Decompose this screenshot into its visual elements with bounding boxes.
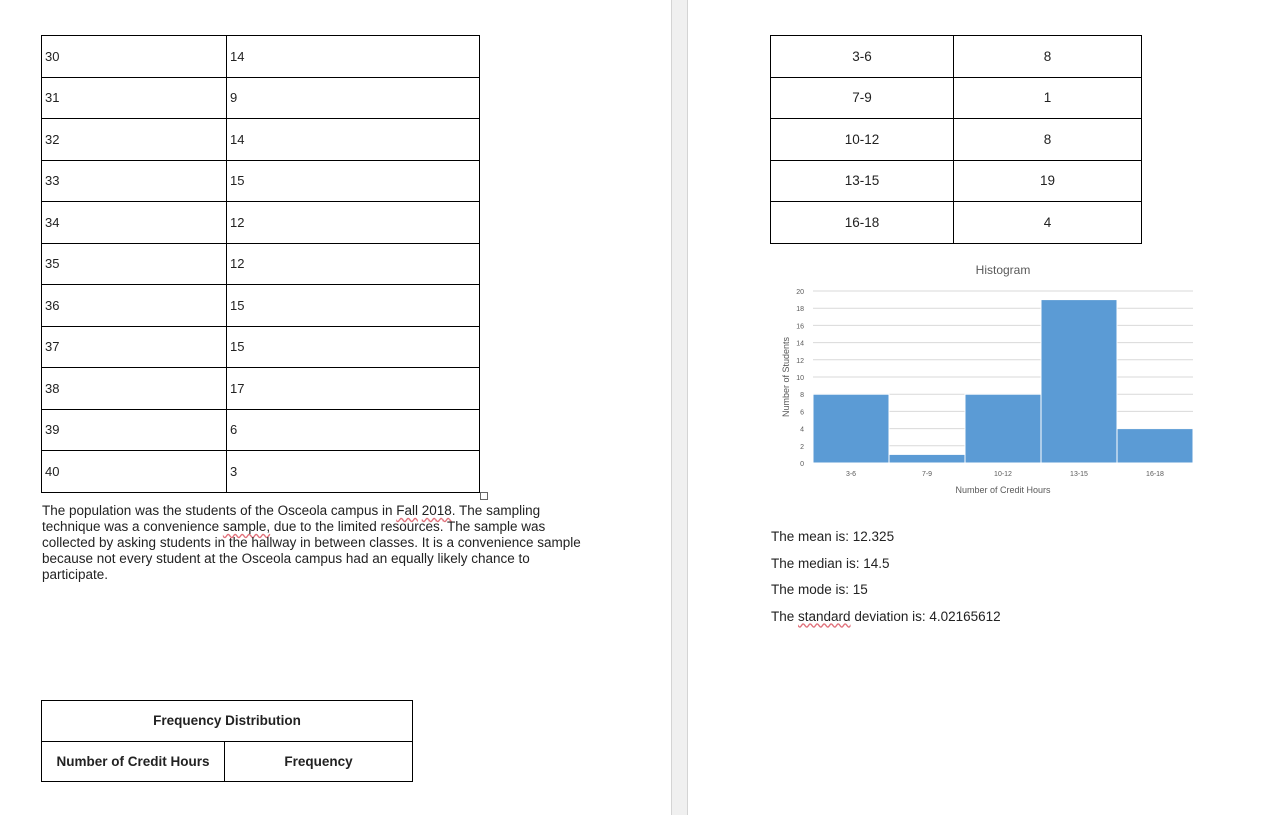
right-page bbox=[688, 0, 1273, 815]
x-tick-label: 16-18 bbox=[1146, 471, 1164, 478]
table-row bbox=[42, 160, 480, 202]
table-row bbox=[771, 77, 1142, 119]
row-value-cell: 15 bbox=[227, 160, 480, 202]
table-row bbox=[42, 119, 480, 161]
row-index-cell: 40 bbox=[42, 451, 227, 493]
row-value-cell: 3 bbox=[227, 451, 480, 493]
x-tick-label: 10-12 bbox=[994, 471, 1012, 478]
row-index-cell: 37 bbox=[42, 326, 227, 368]
y-tick-label: 4 bbox=[800, 426, 804, 434]
paragraph-text: The population was the students of the Osceola campus in bbox=[42, 503, 397, 518]
row-index-cell: 35 bbox=[42, 243, 227, 285]
y-tick-label: 20 bbox=[796, 289, 804, 296]
column-header-credit-hours: Number of Credit Hours bbox=[42, 741, 225, 782]
table-row bbox=[42, 243, 480, 285]
stat-text: The bbox=[771, 608, 799, 624]
y-axis-title: Number of Students bbox=[781, 336, 791, 418]
spellcheck-word-sample: sample, bbox=[222, 519, 271, 534]
statistics-summary bbox=[771, 528, 1001, 634]
bin-range-cell: 13-15 bbox=[771, 160, 954, 202]
row-value-cell: 14 bbox=[227, 36, 480, 78]
bin-count-cell: 4 bbox=[954, 202, 1142, 244]
bin-count-cell: 1 bbox=[954, 77, 1142, 119]
histogram-bar bbox=[965, 394, 1041, 463]
table-row bbox=[771, 119, 1142, 161]
y-tick-label: 12 bbox=[796, 357, 804, 365]
row-index-cell: 38 bbox=[42, 368, 227, 410]
bin-range-cell: 3-6 bbox=[771, 36, 954, 78]
bin-range-cell: 10-12 bbox=[771, 119, 954, 161]
y-tick-label: 6 bbox=[800, 409, 804, 417]
table-row bbox=[42, 77, 480, 119]
mode-text: The mode is: 15 bbox=[771, 582, 868, 598]
table-row bbox=[42, 451, 480, 493]
table-row bbox=[42, 202, 480, 244]
histogram-bar bbox=[889, 454, 965, 463]
histogram-chart[interactable] bbox=[778, 258, 1208, 503]
bin-range-cell: 16-18 bbox=[771, 202, 954, 244]
row-value-cell: 12 bbox=[227, 243, 480, 285]
x-tick-label: 3-6 bbox=[845, 471, 857, 478]
y-tick-label: 2 bbox=[800, 443, 804, 451]
row-index-cell: 36 bbox=[42, 285, 227, 327]
stat-text: deviation is: 4.02165612 bbox=[850, 608, 1001, 624]
table-resize-handle[interactable] bbox=[480, 492, 488, 500]
y-tick-label: 10 bbox=[796, 375, 804, 382]
bin-count-cell: 8 bbox=[954, 119, 1142, 161]
row-value-cell: 12 bbox=[227, 202, 480, 244]
frequency-distribution-title: Frequency Distribution bbox=[42, 701, 413, 742]
paragraph-text: . The sampling technique was a convenience bbox=[42, 503, 541, 534]
table-row bbox=[42, 326, 480, 368]
row-value-cell: 9 bbox=[227, 77, 480, 119]
row-value-cell: 15 bbox=[227, 326, 480, 368]
row-index-cell: 31 bbox=[42, 77, 227, 119]
spellcheck-word-standard: standard bbox=[798, 608, 851, 624]
histogram-bar bbox=[1117, 429, 1193, 463]
bin-count-cell: 8 bbox=[954, 36, 1142, 78]
paragraph-text: due to the limited resources. The sample was collected by asking students in the hallway in between classes. It is a convenience sample because not every student at the Osceola campus had an equally likely chance to participate. bbox=[42, 519, 581, 582]
row-value-cell: 17 bbox=[227, 368, 480, 410]
table-row bbox=[42, 741, 413, 782]
bin-count-cell: 19 bbox=[954, 160, 1142, 202]
x-axis-title: Number of Credit Hours bbox=[955, 485, 1051, 495]
row-index-cell: 32 bbox=[42, 119, 227, 161]
row-index-cell: 34 bbox=[42, 202, 227, 244]
spellcheck-word-2018: 2018 bbox=[421, 503, 452, 518]
y-tick-label: 16 bbox=[796, 323, 804, 331]
y-tick-label: 14 bbox=[796, 340, 804, 348]
table-row bbox=[42, 285, 480, 327]
spellcheck-word-fall: Fall bbox=[396, 503, 418, 518]
x-tick-label: 7-9 bbox=[921, 471, 933, 478]
bin-count-table bbox=[770, 35, 1142, 244]
frequency-distribution-table bbox=[41, 700, 413, 782]
y-tick-label: 18 bbox=[796, 306, 804, 314]
row-value-cell: 14 bbox=[227, 119, 480, 161]
y-tick-label: 8 bbox=[800, 392, 804, 400]
column-header-frequency: Frequency bbox=[225, 741, 413, 782]
standard-deviation-text bbox=[771, 608, 1001, 635]
row-index-cell: 30 bbox=[42, 36, 227, 78]
table-row bbox=[42, 36, 480, 78]
histogram-bar bbox=[813, 394, 889, 463]
page-gap bbox=[671, 0, 688, 815]
row-value-cell: 15 bbox=[227, 285, 480, 327]
table-row bbox=[771, 160, 1142, 202]
histogram-bar bbox=[1041, 300, 1117, 463]
population-paragraph bbox=[42, 503, 587, 583]
table-row bbox=[42, 701, 413, 742]
table-row bbox=[42, 368, 480, 410]
x-tick-label: 13-15 bbox=[1070, 471, 1088, 478]
table-row bbox=[771, 36, 1142, 78]
mean-text: The mean is: 12.325 bbox=[771, 529, 895, 544]
data-table bbox=[41, 35, 480, 493]
bin-range-cell: 7-9 bbox=[771, 77, 954, 119]
table-row bbox=[42, 409, 480, 451]
y-tick-label: 0 bbox=[800, 461, 804, 468]
median-text: The median is: 14.5 bbox=[771, 555, 890, 571]
table-row bbox=[771, 202, 1142, 244]
row-index-cell: 39 bbox=[42, 409, 227, 451]
row-index-cell: 33 bbox=[42, 160, 227, 202]
chart-title: Histogram bbox=[975, 263, 1031, 277]
row-value-cell: 6 bbox=[227, 409, 480, 451]
